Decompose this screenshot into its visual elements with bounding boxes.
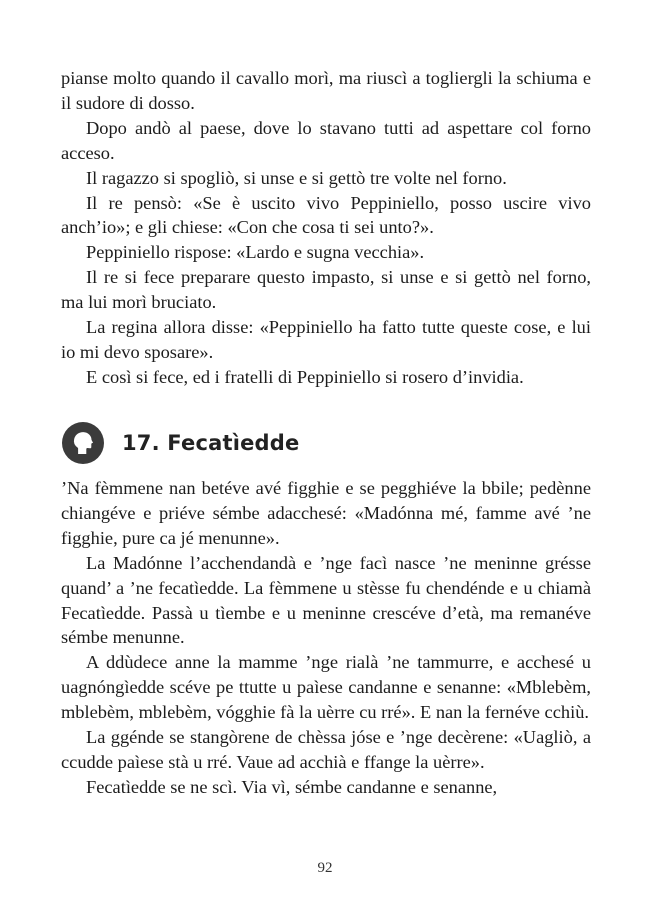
paragraph: Il re pensò: «Se è uscito vivo Peppiniello, posso uscire vivo anch’io»; e gli chiese: «Con che cosa ti sei unto?».: [61, 192, 591, 238]
paragraph: ’Na fèmmene nan betéve avé figghie e se pegghiéve la bbile; pedènne chiangéve e priéve sémbe adacchesé: «Madónna mé, famme avé ’ne figghie, pure ca jé menunne».: [61, 478, 591, 548]
page-number: 92: [317, 860, 333, 876]
head-silhouette-icon: [61, 421, 105, 465]
paragraph: La regina allora disse: «Peppiniello ha fatto tutte queste cose, e lui io mi devo sposare».: [61, 317, 591, 362]
paragraph: A ddùdece anne la mamme ’nge rialà ’ne tammurre, e acchesé u uagnóngìedde scéve pe ttutte u paìese candanne e senanne: «Mblebèm, mblebèm, mblebèm, vógghie fà la uèrre cu rré». E nan la fernéve cchiù.: [61, 652, 591, 723]
paragraph: pianse molto quando il cavallo morì, ma riuscì a togliergli la schiuma e il sudore di dosso.: [61, 68, 591, 113]
paragraph: Peppiniello rispose: «Lardo e sugna vecchia».: [86, 242, 425, 263]
chapter-title: 17. Fecatìedde: [122, 431, 300, 455]
paragraph: Fecatìedde se ne scì. Via vì, sémbe candanne e senanne,: [86, 776, 498, 797]
chapter-text: [61, 476, 591, 800]
paragraph: La ggénde se stangòrene de chèssa jóse e ’nge decèrene: «Uagliò, a ccudde paìese stà u rré. Vaue ad acchià e ffange la uèrre».: [61, 727, 591, 772]
chapter-heading: [61, 419, 299, 467]
paragraph: Dopo andò al paese, dove lo stavano tutti ad aspettare col forno acceso.: [61, 117, 591, 163]
paragraph: Il ragazzo si spogliò, si unse e si gettò tre volte nel forno.: [86, 167, 507, 188]
paragraph: La Madónne l’acchendandà e ’nge facì nasce ’ne meninne grésse quand’ a ’ne fecatìedde. La fèmmene u stèsse fu chendénde e u chiamà Fecatìedde. Passà u tìembe e u meninne crescéve d’età, ma remanéve sémbe menunne.: [61, 552, 591, 648]
paragraph: E così si fece, ed i fratelli di Peppiniello si rosero d’invidia.: [86, 366, 524, 387]
story-ending-text: [61, 66, 591, 390]
paragraph: Il re si fece preparare questo impasto, si unse e si gettò nel forno, ma lui morì bruciato.: [61, 267, 591, 313]
